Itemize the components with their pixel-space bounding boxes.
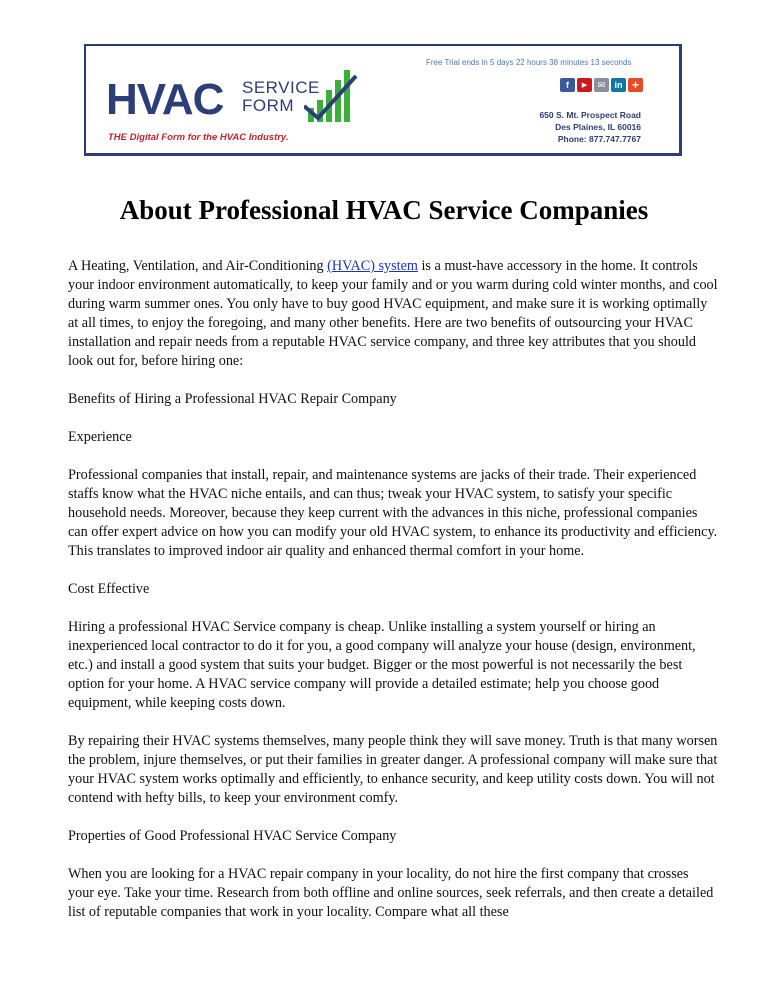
page-title: About Professional HVAC Service Companies [119, 195, 649, 225]
logo-service-text: SERVICE [242, 78, 320, 97]
linkedin-icon[interactable]: in [611, 78, 626, 92]
properties-paragraph: When you are looking for a HVAC repair company in your locality, do not hire the first company that crosses your eye. Take your time. Research from both offline and online sources, seek referrals, and then create a detailed list of reputable companies that work in your locality. Compare what all these [68, 866, 714, 920]
cost-paragraph: Hiring a professional HVAC Service company is cheap. Unlike installing a system yourself or hiring an inexperienced local contractor to do it for you, a good company will analyze your house (design, environment, etc.) and install a good system that suits your budget. Bigger or the most powerful is not necessarily the best option for your home. A HVAC service company will provide a detailed estimate; help you choose good equipment, while keeping costs down. [68, 619, 696, 711]
free-trial-notice: Free Trial ends in 5 days 22 hours 38 minutes 13 seconds [426, 58, 632, 67]
youtube-icon[interactable]: ▶ [577, 78, 592, 92]
logo-form-text: FORM [242, 96, 295, 115]
repair-paragraph: By repairing their HVAC systems themselves, many people think they will save money. Truth is that many worsen the problem, injure themselves, or put their families in greater danger. A professional company will make sure that your HVAC system works optimally and efficiently, to enhance security, and keep utility costs down. You will not contend with hefty bills, to keep your environment comfy. [68, 733, 718, 806]
social-icons [560, 78, 643, 92]
hvac-system-link[interactable]: (HVAC) system [327, 258, 418, 274]
bar-chart-logo-icon [304, 66, 360, 128]
address-line-2: Des Plaines, IL 60016 [555, 122, 641, 132]
intro-text-before-link: A Heating, Ventilation, and Air-Conditioning [68, 258, 328, 274]
banner-tagline: THE Digital Form for the HVAC Industry. [108, 132, 289, 143]
intro-text-after-link: is a must-have accessory in the home. It controls your indoor environment automatically, to keep your family and or you warm during cold winter months, and cool during warm summer ones. You only have to buy good HVAC equipment, and make sure it is working optimally at all times, to enjoy the foregoing, and many other benefits. Here are two benefits of outsourcing your HVAC installation and repair needs from a reputable HVAC service company, and three key attributes that you should look out for, before hiring one: [68, 258, 718, 369]
phone-number: Phone: 877.747.7767 [557, 134, 641, 144]
logo-hvac-text: HVAC [106, 75, 224, 124]
email-icon[interactable]: ✉ [594, 78, 609, 92]
address-line-1: 650 S. Mt. Prospect Road [539, 110, 641, 120]
company-address [539, 109, 641, 145]
intro-paragraph [68, 257, 718, 371]
facebook-icon[interactable]: f [560, 78, 575, 92]
properties-heading: Properties of Good Professional HVAC Service Company [68, 828, 397, 844]
cost-effective-heading: Cost Effective [68, 581, 150, 597]
article-body [68, 257, 718, 941]
hvac-banner [84, 44, 682, 156]
addthis-icon[interactable]: + [628, 78, 643, 92]
benefits-heading: Benefits of Hiring a Professional HVAC Repair Company [68, 391, 397, 407]
experience-paragraph: Professional companies that install, repair, and maintenance systems are jacks of their trade. Their experienced staffs know what the HVAC niche entails, and can thus; tweak your HVAC system, to satisfy your specific household needs. Moreover, because they keep current with the advances in this niche, professional companies can offer expert advice on how you can modify your old HVAC system, to enhance its productivity and efficiency. This translates to improved indoor air quality and enhanced thermal comfort in your home. [68, 467, 718, 559]
experience-heading: Experience [68, 429, 132, 445]
